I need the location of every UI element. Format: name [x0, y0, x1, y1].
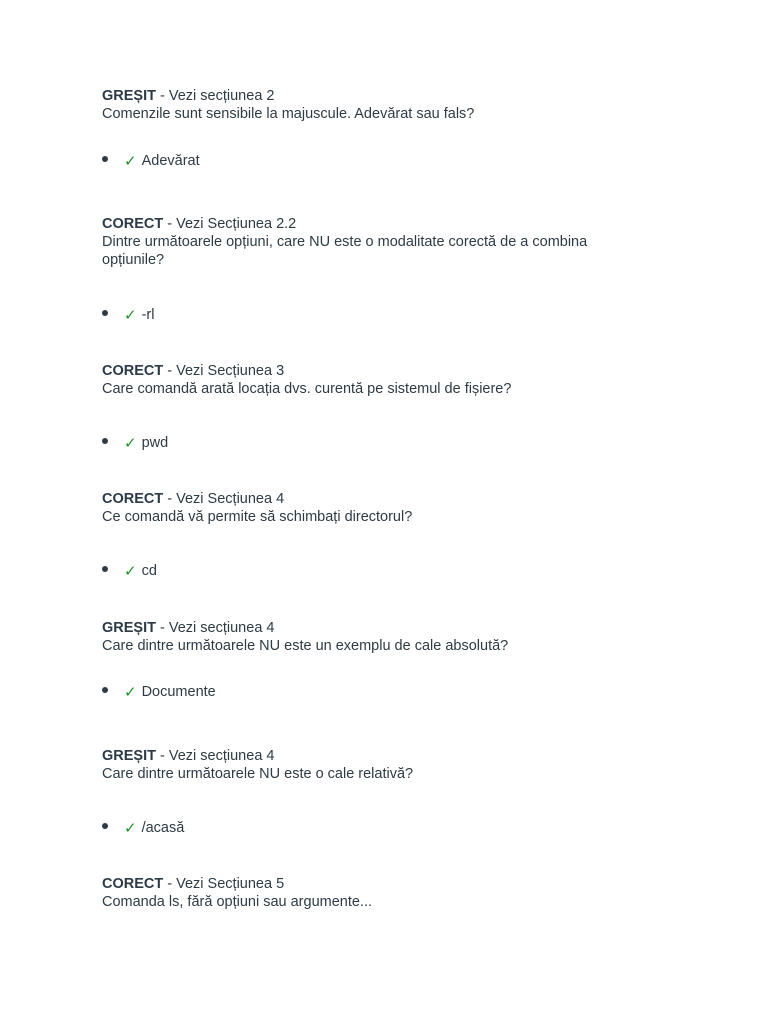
question-block [102, 87, 632, 123]
result-status-line [102, 619, 632, 637]
result-status: CORECT [102, 363, 164, 379]
question-text: Dintre următoarele opțiuni, care NU este o modalitate corectă de a combina opțiunile? [102, 234, 588, 268]
checkmark-icon: ✓ [124, 152, 137, 170]
result-status-line [102, 875, 632, 893]
question-text: Care comandă arată locația dvs. curentă pe sistemul de fișiere? [102, 381, 512, 397]
result-status-line [102, 362, 632, 380]
bullet-icon [102, 310, 108, 316]
answer-item [102, 818, 184, 838]
result-status-line [102, 490, 632, 508]
answer-item [102, 433, 168, 453]
question-text: Care dintre următoarele NU este un exemplu de cale absolută? [102, 638, 509, 654]
question-block [102, 362, 632, 398]
answer-text: Adevărat [141, 153, 200, 169]
bullet-icon [102, 438, 108, 444]
section-reference: - Vezi Secțiunea 3 [163, 363, 285, 379]
section-reference: - Vezi Secțiunea 4 [163, 491, 285, 507]
question-text: Comenzile sunt sensibile la majuscule. Adevărat sau fals? [102, 106, 475, 122]
result-status: CORECT [102, 876, 164, 892]
question-text: Care dintre următoarele NU este o cale relativă? [102, 766, 414, 782]
answer-item [102, 151, 200, 171]
result-status-line [102, 215, 632, 233]
answer-text: /acasă [141, 820, 185, 836]
answer-item [102, 682, 216, 702]
answer-item [102, 561, 157, 581]
question-text: Ce comandă vă permite să schimbați directorul? [102, 509, 413, 525]
bullet-icon [102, 823, 108, 829]
section-reference: - Vezi secțiunea 4 [155, 748, 275, 764]
result-status: CORECT [102, 216, 164, 232]
bullet-icon [102, 156, 108, 162]
result-status-line [102, 87, 632, 105]
section-reference: - Vezi secțiunea 2 [155, 88, 275, 104]
section-reference: - Vezi secțiunea 4 [155, 620, 275, 636]
result-status-line [102, 747, 632, 765]
question-block [102, 747, 632, 783]
checkmark-icon: ✓ [124, 306, 137, 324]
section-reference: - Vezi Secțiunea 2.2 [163, 216, 297, 232]
bullet-icon [102, 687, 108, 693]
answer-item [102, 305, 154, 325]
section-reference: - Vezi Secțiunea 5 [163, 876, 285, 892]
question-block [102, 215, 632, 269]
result-status: GREȘIT [102, 620, 156, 636]
bullet-icon [102, 566, 108, 572]
result-status: GREȘIT [102, 88, 156, 104]
checkmark-icon: ✓ [124, 434, 137, 452]
result-status: CORECT [102, 491, 164, 507]
question-block [102, 490, 632, 526]
answer-text: cd [141, 563, 157, 579]
answer-text: -rl [141, 307, 155, 323]
checkmark-icon: ✓ [124, 562, 137, 580]
question-block [102, 875, 632, 911]
checkmark-icon: ✓ [124, 683, 137, 701]
answer-text: Documente [141, 684, 216, 700]
checkmark-icon: ✓ [124, 819, 137, 837]
question-block [102, 619, 632, 655]
result-status: GREȘIT [102, 748, 156, 764]
question-text: Comanda ls, fără opțiuni sau argumente... [102, 894, 373, 910]
answer-text: pwd [141, 435, 169, 451]
